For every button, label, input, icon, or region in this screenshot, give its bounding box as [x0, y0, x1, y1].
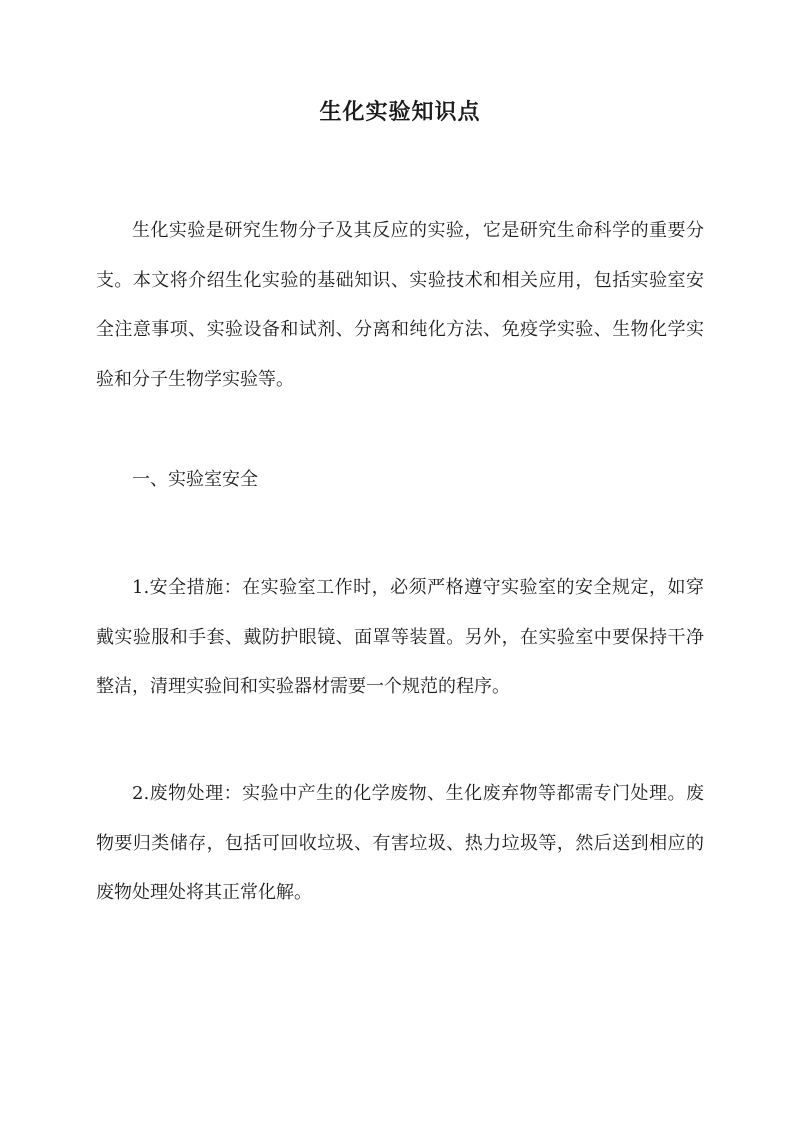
- section-heading-lab-safety: 一、实验室安全: [132, 469, 258, 490]
- safety-measures-paragraph: 1.安全措施：在实验室工作时，必须严格遵守实验室的安全规定，如穿戴实验服和手套、戴防护眼镜、面罩等装置。另外，在实验室中要保持干净整洁，清理实验间和实验器材需要一个规范的程序。: [96, 577, 704, 697]
- intro-paragraph: 生化实验是研究生物分子及其反应的实验，它是研究生命科学的重要分支。本文将介绍生化实验的基础知识、实验技术和相关应用，包括实验室安全注意事项、实验设备和试剂、分离和纯化方法、免疫学实验、生物化学实验和分子生物学实验等。: [96, 220, 704, 390]
- waste-disposal-paragraph: 2.废物处理：实验中产生的化学废物、生化废弃物等都需专门处理。废物要归类储存，包括可回收垃圾、有害垃圾、热力垃圾等，然后送到相应的废物处理处将其正常化解。: [96, 783, 704, 903]
- document-title: 生化实验知识点: [319, 99, 481, 125]
